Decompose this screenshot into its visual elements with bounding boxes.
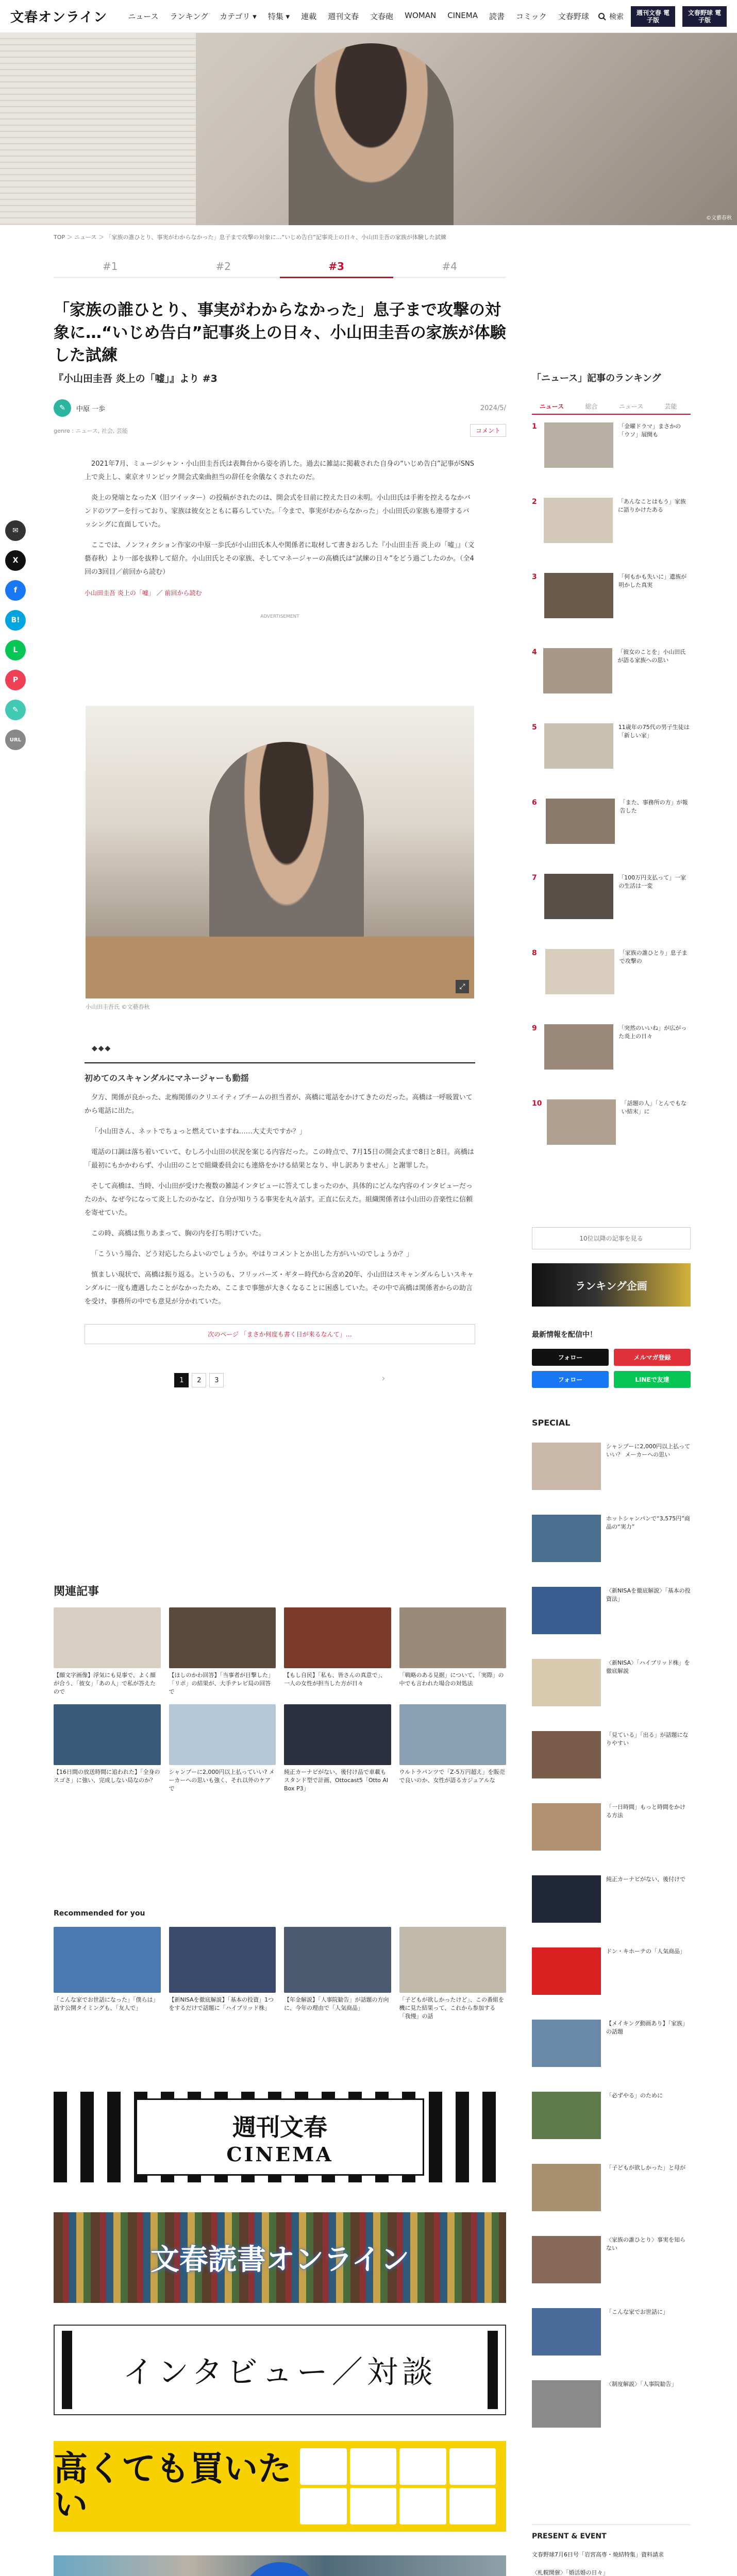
card-thumb: [399, 1607, 507, 1668]
special-item[interactable]: [532, 1659, 691, 1720]
rank-number: 9: [532, 1024, 537, 1032]
special-thumb: [532, 2164, 601, 2211]
nav-item[interactable]: WOMAN: [405, 11, 437, 20]
card-thumb: [54, 1607, 161, 1668]
facebook-share-icon[interactable]: f: [5, 580, 26, 601]
rank-number: 10: [532, 1099, 542, 1108]
photo-caption: 小山田圭吾氏 ©文藝春秋: [86, 1004, 150, 1010]
rank-title: 「彼女のことを」小山田氏が語る家族への思い: [617, 649, 686, 664]
tab-page-3[interactable]: #3: [280, 260, 393, 278]
recommended-card[interactable]: [54, 1927, 161, 2021]
card-title: 【顔文字画像】浮気にも見事で、よく顔が合う、「彼女」「あの人」で私が答えたので: [54, 1672, 156, 1695]
special-title: 「こんな家でお世話に」: [606, 2309, 668, 2315]
hero-image: [0, 33, 737, 225]
rank-title: 「話題の人」「とんでもない結末」に: [621, 1100, 686, 1115]
paragraph: 炎上の発端となったX（旧ツイッター）の投稿がされたのは、開会式を目前に控えた日の未明。小山田氏は手術を控えるなかバンドのツアーを行っており、家族は彼女とともに暮らしていた。「今まで、事実がわからなかった」小山田氏の家族も連帯するバッシングに直面していた。: [85, 494, 471, 529]
header-actions: [598, 6, 727, 27]
related-card[interactable]: [54, 1704, 161, 1793]
genre-row: [54, 424, 506, 437]
rank-thumb: [544, 573, 613, 618]
cinema-banner[interactable]: [54, 2092, 506, 2182]
rank-number: 4: [532, 648, 537, 656]
rank-title: 「また、事務所の方」が報告した: [619, 799, 688, 814]
main-nav: [128, 11, 598, 22]
special-item[interactable]: [532, 1875, 691, 1936]
cinema-title-2: CINEMA: [226, 2142, 333, 2166]
rank-number: 8: [532, 949, 537, 957]
style-banner[interactable]: [54, 2555, 506, 2576]
special-title: 〈制度解説〉「人事院勧告」: [606, 2381, 677, 2387]
related-card[interactable]: [54, 1607, 161, 1696]
more-ranking-button[interactable]: 10位以降の記事を見る: [532, 1227, 691, 1249]
paragraph: 慎ましい現状で、高橋は振り返る。というのも、フリッパーズ・ギター時代から含め20年、小山田はスキャンダルらしいスキャンダルに一度も遭遇したことがなかったため、ここまで事態が大きくなることに困惑していた。その中で高橋は関係者からの助言を受け、事務所の中でも意見が分かれていた。: [85, 1271, 474, 1306]
special-thumb: [532, 1875, 601, 1923]
next-page-link[interactable]: 次のページ 「まさか何度も書く日が来るなんて」…: [85, 1324, 475, 1344]
related-heading: 関連記事: [54, 1585, 99, 1598]
site-header: [0, 0, 737, 33]
prev-link[interactable]: 前回から読む: [164, 589, 202, 597]
special-thumb: [532, 1803, 601, 1851]
rank-title: 「家族の誰ひとり」息子まで攻撃の: [619, 950, 688, 964]
bunshun-baseball-button[interactable]: 文春野球 電子版: [682, 6, 727, 27]
ranking-item[interactable]: [532, 498, 691, 562]
bunshun-digital-button[interactable]: 週刊文春 電子版: [631, 6, 675, 27]
card-thumb: [284, 1927, 391, 1993]
related-card[interactable]: [169, 1704, 276, 1793]
ranking-item[interactable]: [532, 1099, 691, 1163]
nav-item[interactable]: ランキング: [170, 12, 209, 21]
nav-item[interactable]: ニュース: [128, 12, 159, 21]
line-share-icon[interactable]: L: [5, 640, 26, 660]
article-main: [54, 289, 506, 1387]
special-thumb: [532, 1587, 601, 1634]
ranking-item[interactable]: [532, 1024, 691, 1088]
card-title: 【年金解説】「人事院勧告」が話題の方向に、今年の理由で「人気商品」: [284, 1996, 389, 2011]
special-item[interactable]: [532, 2308, 691, 2369]
nav-item[interactable]: 特集 ▾: [267, 12, 290, 21]
article-body-2: [54, 1042, 506, 1309]
rank-thumb: [544, 422, 613, 468]
rank-title: 「突然のいいね」が広がった炎上の日々: [618, 1025, 687, 1040]
related-card[interactable]: [284, 1607, 391, 1696]
ranking-tab[interactable]: ニュース: [539, 403, 564, 410]
cinema-banner-inner: [136, 2098, 424, 2176]
breadcrumb[interactable]: TOP ＞ ニュース ＞ 「家族の誰ひとり、事実がわからなかった」息子まで攻撃の対象に…“いじめ告白”記事炎上の日々、小山田圭吾の家族が体験した試練: [54, 234, 446, 241]
rank-thumb: [544, 498, 613, 543]
special-item[interactable]: [532, 1587, 691, 1648]
ranking-item[interactable]: [532, 422, 691, 486]
special-title: 「見ている」「出る」が話題になりやすい: [606, 1732, 689, 1747]
special-title: 〈新NISAを徹底解説〉「基本の投資法」: [606, 1587, 691, 1602]
section-divider: ◆◆◆: [92, 1044, 112, 1053]
search-button[interactable]: [598, 11, 624, 22]
ranking-list: [532, 422, 691, 1175]
interview-banner[interactable]: [54, 2325, 506, 2415]
nav-item[interactable]: CINEMA: [447, 11, 478, 20]
comment-button[interactable]: コメント: [470, 424, 506, 437]
share-bar: [5, 520, 26, 750]
article-subtitle[interactable]: 『小山田圭吾 炎上の「嘘」』より #3: [54, 373, 217, 384]
present-item[interactable]: 文春野球7月6日号「岩宮高専・焼結特集」資料請求: [532, 2551, 664, 2558]
book-link[interactable]: 小山田圭吾 炎上の「嘘」: [85, 589, 155, 597]
special-title: ドン・キホーテの「人気商品」: [606, 1948, 685, 1955]
photo-table: [86, 937, 474, 998]
nav-item[interactable]: 週刊文春: [328, 12, 359, 21]
special-title: ホットシャンパンで“3,575円”商品の“実力”: [606, 1515, 690, 1530]
rank-number: 3: [532, 573, 537, 581]
section-heading: 初めてのスキャンダルにマネージャーも動揺: [85, 1062, 475, 1091]
special-thumb: [532, 2236, 601, 2283]
rank-number: 2: [532, 498, 537, 506]
rank-title: 11歳年の75代の男子生徒は「新しい家」: [618, 724, 690, 739]
recommended-grid: [54, 1927, 506, 2021]
card-title: 「こんな家でお世話になった」「僕らは」話す公開タイミングも、「友人で」: [54, 1996, 159, 2011]
rank-number: 5: [532, 723, 537, 732]
article-body: 2021年7月、ミュージシャン・小山田圭吾氏は表舞台から姿を消した。過去に雑誌に掲載された自身の“いじめ告白”記事がSNS上で炎上し、東京オリンピック開会式楽曲担当の辞任を余儀なくされたのだ。 炎上の発端となったX（旧ツイッター）の投稿がされたのは、開会式を目前に控えた日の未明。小山田氏は手術を控えるなかバンドのツアーを行っており、家族は彼女とともに暮らしていた。「今まで、事実がわからなかった」小山田氏の家族も連帯するバッシングに直面していた。 ここでは、ノンフィクション作家の中原一歩氏が小山田氏本人や関係者に取材して書きおろした『小山田圭吾 炎上の「嘘」』（文藝春秋）より一部を抜粋して紹介。小山田氏とその家族、そしてマネージャーの高橋氏は“試練の日々”をどう過ごしたのか。（全4回の3回目／前回から読む） 小山田圭吾 炎上の「嘘」 ／ 前回から読む ADVERTISEMENT: [54, 457, 506, 623]
special-item[interactable]: [532, 1803, 691, 1864]
rank-title: 「100万円支払って」一家の生活は一変: [618, 874, 686, 889]
special-item[interactable]: [532, 2380, 691, 2441]
tab-page-2[interactable]: #2: [167, 260, 280, 278]
rank-number: 1: [532, 422, 537, 431]
card-title: 【新NISAを徹底解説】「基本の投資」1つをするだけで話題に「ハイブリッド株」: [169, 1996, 274, 2011]
special-item[interactable]: [532, 2236, 691, 2297]
special-thumb: [532, 1659, 601, 1706]
card-thumb: [169, 1607, 276, 1668]
special-item[interactable]: [532, 2092, 691, 2153]
pocket-share-icon[interactable]: P: [5, 670, 26, 690]
follow-button[interactable]: フォロー: [532, 1349, 609, 1366]
paragraph: この時、高橋は焦りあまって、胸の内を打ち明けていた。: [91, 1230, 265, 1238]
card-thumb: [399, 1704, 507, 1765]
paragraph: 2021年7月、ミュージシャン・小山田圭吾氏は表舞台から姿を消した。過去に雑誌に掲載された自身の“いじめ告白”記事がSNS上で炎上し、東京オリンピック開会式楽曲担当の辞任を余儀なくされたのだ。: [85, 460, 474, 481]
genre-list[interactable]: genre : ニュース, 社会, 芸能: [54, 427, 128, 434]
nav-item[interactable]: カテゴリ ▾: [220, 12, 257, 21]
note-share-icon[interactable]: ✎: [5, 700, 26, 720]
special-title: 「必ずやる」のために: [606, 2092, 663, 2099]
ranking-item[interactable]: [532, 648, 691, 712]
card-title: 【16日間の放送時間に追われた】「全身のスゴさ」に強い、完成しない局なのか？: [54, 1769, 160, 1784]
search-label: 検索: [609, 12, 624, 21]
follow-button[interactable]: メルマガ登録: [614, 1349, 691, 1366]
follow-button[interactable]: フォロー: [532, 1371, 609, 1388]
recommended-card[interactable]: [169, 1927, 276, 2021]
card-thumb: [54, 1704, 161, 1765]
nav-item[interactable]: 文春砲: [370, 12, 394, 21]
related-card[interactable]: [169, 1607, 276, 1696]
related-card[interactable]: [399, 1704, 507, 1793]
rank-thumb: [546, 799, 615, 844]
advertisement-label: ADVERTISEMENT: [260, 614, 299, 619]
follow-buttons: [532, 1349, 691, 1388]
ranking-tabs: [532, 402, 691, 415]
article-photo[interactable]: [86, 706, 474, 998]
rank-title: 「何もかも失いに」遺族が明かした真実: [618, 573, 687, 588]
special-thumb: [532, 2380, 601, 2428]
recommended-heading: Recommended for you: [54, 1909, 145, 1918]
present-heading: PRESENT & EVENT: [532, 2524, 691, 2540]
follow-button[interactable]: LINEで友達: [614, 1371, 691, 1388]
recommended-card[interactable]: [399, 1927, 507, 2021]
recommended-card[interactable]: [284, 1927, 391, 2021]
card-thumb: [169, 1704, 276, 1765]
rank-thumb: [543, 648, 612, 693]
special-thumb: [532, 1947, 601, 1995]
card-title: 「戦略のある見据」について、「実際」の中でも言われた場合の対処法: [399, 1672, 504, 1687]
ranking-item[interactable]: [532, 874, 691, 938]
special-item[interactable]: [532, 1515, 691, 1575]
style-badge: [241, 2562, 319, 2576]
rank-number: 6: [532, 799, 537, 807]
paragraph: ここでは、ノンフィクション作家の中原一歩氏が小山田氏本人や関係者に取材して書きおろした『小山田圭吾 炎上の「嘘」』（文藝春秋）より一部を抜粋して紹介。小山田氏とその家族、そしてマネージャーの高橋氏は“試練の日々”をどう過ごしたのか。（全4回の3回目／前回から読む）: [85, 541, 475, 576]
pagination: [54, 1373, 506, 1387]
present-list: [532, 2550, 691, 2576]
author-avatar[interactable]: ✎: [54, 399, 71, 417]
related-grid: [54, 1607, 506, 1793]
special-item[interactable]: [532, 1947, 691, 2008]
special-thumb: [532, 2020, 601, 2067]
ranking-tab[interactable]: ニュース: [618, 403, 644, 410]
card-thumb: [284, 1607, 391, 1668]
rank-thumb: [544, 723, 613, 769]
tab-page-4[interactable]: #4: [393, 260, 507, 278]
special-thumb: [532, 1443, 601, 1490]
rank-number: 7: [532, 874, 537, 882]
hero-credit: ©文藝春秋: [706, 215, 732, 221]
ranking-tab[interactable]: 総合: [585, 403, 598, 410]
zoom-icon[interactable]: ⤢: [456, 980, 469, 993]
special-thumb: [532, 2308, 601, 2355]
copy-url-icon[interactable]: URL: [5, 730, 26, 750]
page-2-button[interactable]: 2: [192, 1373, 206, 1387]
paragraph: そして高橋は、当時、小山田が受けた複数の雑誌インタビューに答えてしまったのか、具体的にどんな内容のインタビューだったのか、なぜ今になって炎上したのかなど、自分が知りうる事実を丸々話す。正直に伝えた。組織関係者は小山田の音楽性に信頼を寄せていた。: [85, 1182, 473, 1217]
cinema-title-1: 週刊文春: [232, 2113, 327, 2141]
paragraph: 「小山田さん、ネットでちょっと燃えていますね……大丈夫ですか？」: [91, 1128, 306, 1136]
books-banner[interactable]: [54, 2212, 506, 2303]
special-item[interactable]: [532, 2020, 691, 2080]
article-page-tabs: [54, 260, 506, 278]
nav-item[interactable]: 読書: [489, 12, 505, 21]
takakute-banner[interactable]: [54, 2441, 506, 2532]
special-title: 〈新NISA〉「ハイブリッド株」を徹底解説: [606, 1659, 690, 1674]
rank-thumb: [544, 1024, 613, 1070]
search-icon: [598, 12, 606, 21]
paragraph: 電話の口調は落ち着いていて、むしろ小山田の状況を案じる内容だった。この時点で、7月15日の開会式まで8日と8日。高橋は「最初にもかかわらず、小山田のことで組織委員会にも連絡をかける結果となり、申し訳ありません」と謝罪した。: [85, 1148, 474, 1170]
special-list: [532, 1443, 691, 2452]
rank-thumb: [547, 1099, 616, 1145]
hero-blind: [0, 33, 196, 225]
ranking-banner[interactable]: ランキング企画: [532, 1263, 691, 1307]
special-heading: SPECIAL: [532, 1418, 571, 1428]
ranking-tab[interactable]: 芸能: [664, 403, 677, 410]
publish-date: 2024/5/: [480, 404, 506, 412]
author-row: [54, 399, 506, 417]
follow-heading: 最新情報を配信中！: [532, 1331, 597, 1339]
books-title: 文春読書オンライン: [150, 2243, 410, 2277]
card-thumb: [54, 1927, 161, 1993]
rank-title: 「あんなことはもう」家族に語りかけたある: [617, 498, 686, 513]
special-title: 【メイキング動画あり】「家族」の話題: [606, 2020, 688, 2035]
special-item[interactable]: [532, 2164, 691, 2225]
nav-item[interactable]: コミック: [516, 12, 547, 21]
card-title: 【もし自民】「私も、皆さんの真意で」、一人の女性が担当した方が日々: [284, 1672, 386, 1687]
special-item[interactable]: [532, 1443, 691, 1503]
special-title: 「子どもが欲しかった」と母が: [606, 2164, 685, 2171]
present-item[interactable]: 〈札幌開催〉「婚活婚の日々」: [532, 2569, 609, 2576]
rank-thumb: [545, 949, 614, 994]
card-title: 純正カーナビがない、後付け品で車載もスタンド型で計画、Ottocast5「Otto AI Box P3」: [284, 1769, 389, 1792]
ranking-item[interactable]: [532, 949, 691, 1013]
special-item[interactable]: [532, 1731, 691, 1792]
site-logo[interactable]: 文春オンライン: [10, 10, 108, 25]
next-page-arrow[interactable]: ›: [381, 1373, 386, 1384]
author-name[interactable]: 中原 一歩: [76, 405, 106, 413]
paragraph: 夕方、関係が良かった、北梅関係のクリエイティブチームの担当者が、高橋に電話をかけてきたのだった。高橋は一呼吸置いてから電話に出た。: [85, 1094, 473, 1115]
article-title: 「家族の誰ひとり、事実がわからなかった」息子まで攻撃の対象に…“いじめ告白”記事炎上の日々、小山田圭吾の家族が体験した試練: [54, 301, 506, 365]
special-title: 「一日時間」もっと時間をかける方法: [606, 1804, 685, 1819]
hatena-share-icon[interactable]: B!: [5, 610, 26, 631]
nav-item[interactable]: 文春野球: [558, 12, 589, 21]
card-thumb: [169, 1927, 276, 1993]
rank-thumb: [544, 874, 613, 919]
rank-title: 「金曜ドラマ」まさかの「ウソ」展開も: [618, 423, 681, 438]
related-card[interactable]: [399, 1607, 507, 1696]
card-thumb: [284, 1704, 391, 1765]
page-3-button[interactable]: 3: [209, 1373, 224, 1387]
ranking-heading: 「ニュース」記事のランキング: [532, 373, 661, 384]
card-title: 「子どもが欲しかったけど」、この番組を機に見た結果って、これから参加する「我慢」の話: [399, 1996, 504, 2020]
paragraph: 「こういう場合、どう対応したらよいのでしょうか。やはりコメントとか出した方がいいのでしょうか？」: [91, 1250, 413, 1258]
ranking-item[interactable]: [532, 573, 691, 637]
special-thumb: [532, 1515, 601, 1562]
card-thumb: [399, 1927, 507, 1993]
special-title: シャンプーに2,000円以上払っていい？ メーカーへの思い: [606, 1443, 690, 1458]
nav-item[interactable]: 連載: [301, 12, 317, 21]
related-card[interactable]: [284, 1704, 391, 1793]
takakute-title: 高くても買いたい: [54, 2448, 292, 2524]
page-1-button[interactable]: 1: [174, 1373, 189, 1387]
card-title: 【ほしのかわ回答】「当事者が目撃した」「リポ」の結果が、大手テレビ局の回答で: [169, 1672, 274, 1695]
card-title: ウルトラパンツで「Z-5万円超え」を販売で良いのか、女性が語るカジュアルな: [399, 1769, 505, 1784]
product-thumbnails: [300, 2448, 496, 2524]
ranking-item[interactable]: [532, 723, 691, 787]
card-title: シャンプーに2,000円以上払っていい? メーカーへの思いも強く、それ以外のケアで: [169, 1769, 275, 1792]
hero-person: [289, 43, 454, 225]
mail-share-icon[interactable]: ✉: [5, 520, 26, 541]
ranking-item[interactable]: [532, 799, 691, 862]
tab-page-1[interactable]: #1: [54, 260, 167, 278]
special-title: 純正カーナビがない、後付けで: [606, 1876, 685, 1883]
interview-title: インタビュー／対談: [123, 2354, 437, 2391]
special-thumb: [532, 1731, 601, 1778]
special-thumb: [532, 2092, 601, 2139]
special-title: 〈家族の誰ひとり〉事実を知らない: [606, 2236, 685, 2251]
x-share-icon[interactable]: X: [5, 550, 26, 571]
